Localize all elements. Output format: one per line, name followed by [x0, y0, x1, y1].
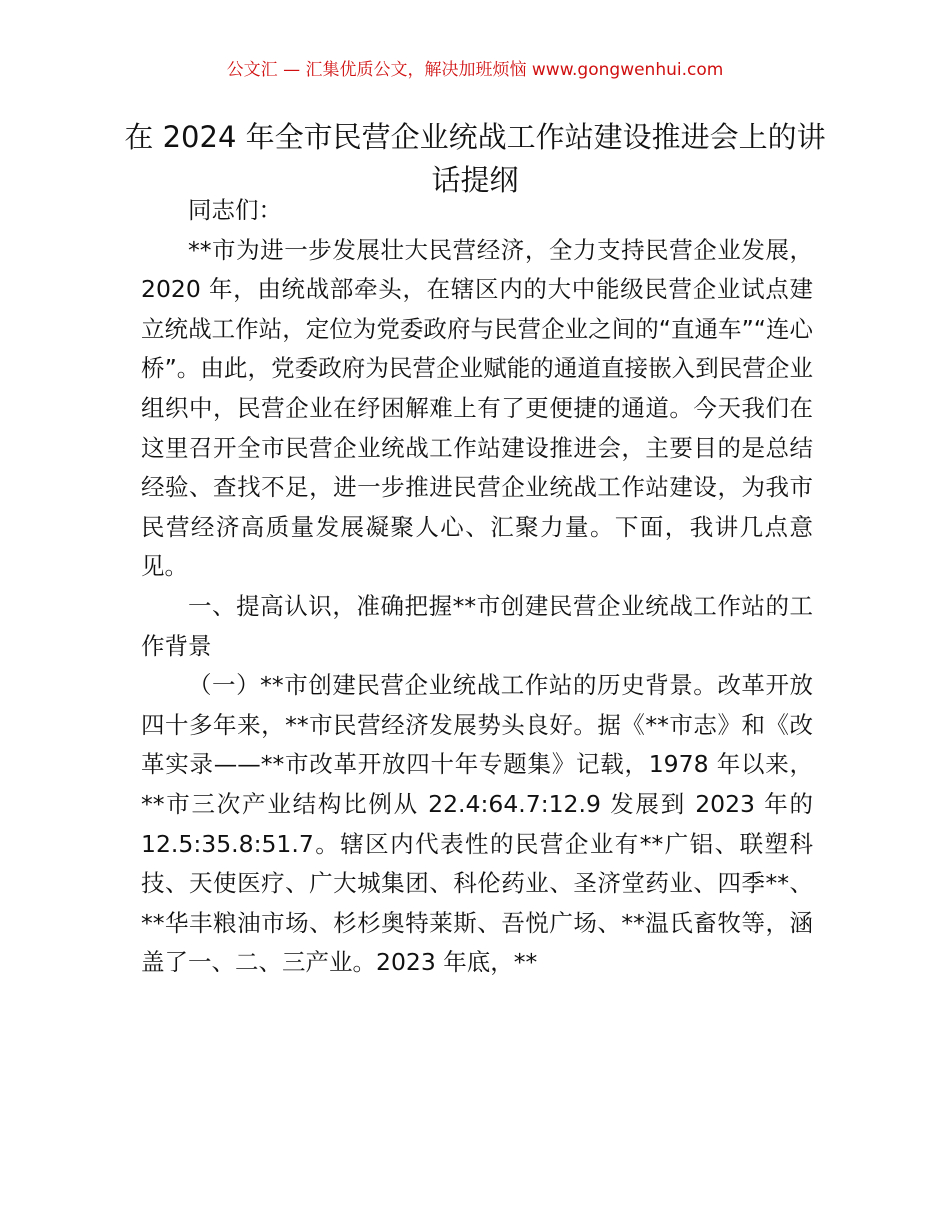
document-title: 在 2024 年全市民营企业统战工作站建设推进会上的讲话提纲: [124, 120, 826, 197]
document-body: [141, 191, 813, 983]
subsection-paragraph-1: （一）**市创建民营企业统战工作站的历史背景。改革开放四十多年来，**市民营经济发展势头良好。据《**市志》和《改革实录——**市改革开放四十年专题集》记载，1978 年以来，**市三次产业结构比例从 22.4:64.7:12.9 发展到 2023 年的 12.5:35.8:51.7。辖区内代表性的民营企业有**广铝、联塑科技、天使医疗、广大城集团、科伦药业、圣济堂药业、四季**、**华丰粮油市场、杉杉奥特莱斯、吾悦广场、**温氏畜牧等，涵盖了一、二、三产业。2023 年底，**: [141, 671, 813, 977]
section-heading-1: 一、提高认识，准确把握**市创建民营企业统战工作站的工作背景: [141, 591, 813, 660]
site-header-link[interactable]: 公文汇 — 汇集优质公文，解决加班烦恼 www.gongwenhui.com: [226, 60, 724, 80]
salutation: 同志们：: [188, 196, 282, 224]
intro-paragraph: **市为进一步发展壮大民营经济，全力支持民营企业发展，2020 年，由统战部牵头，在辖区内的大中能级民营企业试点建立统战工作站，定位为党委政府与民营企业之间的“直通车”“连心桥”。由此，党委政府为民营企业赋能的通道直接嵌入到民营企业组织中，民营企业在纾困解难上有了更便捷的通道。今天我们在这里召开全市民营企业统战工作站建设推进会，主要目的是总结经验、查找不足，进一步推进民营企业统战工作站建设，为我市民营经济高质量发展凝聚人心、汇聚力量。下面，我讲几点意见。: [141, 235, 813, 581]
